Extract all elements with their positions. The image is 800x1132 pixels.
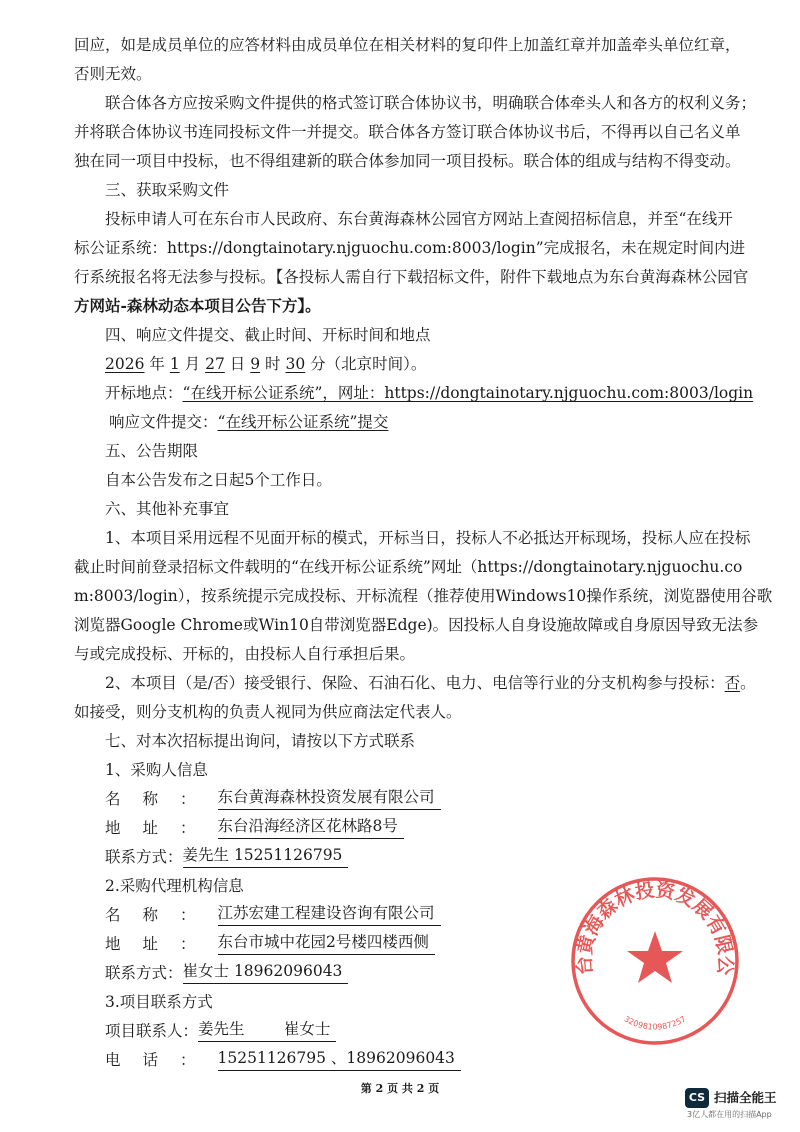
watermark-name: 扫描全能王	[714, 1090, 777, 1105]
purchaser-contact-row	[105, 846, 348, 868]
subheading: 1、采购人信息	[105, 761, 208, 779]
deadline-year: 2026	[105, 355, 145, 373]
project-contact-person: 姜先生 崔女士	[198, 1020, 336, 1042]
field-label: 地址：	[105, 819, 218, 837]
watermark-tagline: 3亿人都在用的扫描App	[687, 1110, 772, 1119]
seal-stamp	[565, 871, 745, 1051]
text-line: 如接受，则分支机构的负责人视同为供应商法定代表人。	[74, 703, 462, 721]
text-line: 行系统报名将无法参与投标。【各投标人需自行下载招标文件，附件下载地点为东台黄海森林公园官	[74, 268, 749, 286]
field-label: 联系方式：	[105, 848, 183, 866]
text: 2、本项目（是/否）接受银行、保险、石油石化、电力、电信等行业的分支机构参与投标：	[105, 674, 725, 692]
open-location-value: “在线开标公证系统”，网址：https://dongtainotary.njguochu.com:8003/login	[182, 384, 754, 402]
text-line: 截止时间前登录招标文件载明的“在线开标公证系统”网址（https://dongtainotary.njguochu.co	[74, 558, 743, 576]
deadline-line	[105, 353, 426, 375]
section-heading: 四、响应文件提交、截止时间、开标时间和地点	[105, 326, 431, 344]
page-number: 第 2 页 共 2 页	[360, 1082, 440, 1095]
text-line: 与或完成投标、开标的，由投标人自行承担后果。	[74, 645, 416, 663]
text-line: m:8003/login），按系统提示完成投标、开标流程（推荐使用Windows10操作系统，浏览器使用谷歌	[74, 587, 773, 605]
label: 分（北京时间）。	[310, 355, 427, 373]
submit-value: “在线开标公证系统”提交	[217, 413, 389, 431]
field-label: 名称：	[105, 790, 218, 808]
agency-address: 东台市城中花园2号楼四楼西侧	[218, 933, 435, 955]
project-contact-row	[105, 1020, 336, 1042]
deadline-month: 1	[169, 355, 180, 373]
label: 年	[149, 355, 165, 373]
text-line	[105, 672, 756, 694]
field-label: 地址：	[105, 935, 218, 953]
purchaser-contact: 姜先生 15251126795	[183, 846, 349, 868]
section-heading: 六、其他补充事宜	[105, 500, 230, 518]
subheading: 2.采购代理机构信息	[105, 877, 244, 895]
svg-text:3209810987257	[623, 1014, 688, 1031]
field-label: 名称：	[105, 906, 218, 924]
submit-label: 响应文件提交：	[109, 413, 218, 431]
field-label: 联系方式：	[105, 964, 183, 982]
seal-text: 台黄海森林投资发展有限公	[573, 879, 737, 976]
text-line: 标公证系统：https://dongtainotary.njguochu.com:8003/login”完成报名，未在规定时间内进	[74, 239, 746, 257]
seal-svg	[565, 871, 745, 1051]
seal-star-icon	[627, 931, 683, 983]
text-line: 回应，如是成员单位的应答材料由成员单位在相关材料的复印件上加盖红章并加盖牵头单位红章，	[74, 36, 741, 54]
agency-contact: 崔女士 18962096043	[183, 962, 349, 984]
field-label: 项目联系人：	[105, 1022, 199, 1040]
field-label: 电话：	[105, 1051, 218, 1069]
text-line: 联合体各方应按采购文件提供的格式签订联合体协议书，明确联合体牵头人和各方的权利义务；	[105, 94, 757, 112]
section-heading: 七、对本次招标提出询问，请按以下方式联系	[105, 732, 416, 750]
label: 月	[184, 355, 201, 373]
project-phone: 15251126795 、18962096043	[218, 1049, 461, 1071]
agency-contact-row	[105, 962, 348, 984]
label: 日	[229, 355, 246, 373]
text-line: 浏览器Google Chrome或Win10自带浏览器Edge)。因投标人自身设施故障或自身原因导致无法参	[74, 616, 759, 634]
agency-name: 江苏宏建工程建设咨询有限公司	[218, 904, 441, 926]
subheading: 3.项目联系方式	[105, 993, 213, 1011]
open-location-line	[105, 382, 753, 404]
scanner-watermark	[672, 1083, 792, 1123]
submit-line	[109, 411, 388, 433]
label: 时	[265, 355, 281, 373]
purchaser-name: 东台黄海森林投资发展有限公司	[218, 788, 441, 810]
text-line: 1、本项目采用远程不见面开标的模式，开标当日，投标人不必抵达开标现场，投标人应在投标	[105, 529, 751, 547]
purchaser-name-row	[105, 788, 441, 810]
text-line: 并将联合体协议书连同投标文件一并提交。联合体各方签订联合体协议书后，不得再以自己名义单	[74, 123, 741, 141]
purchaser-address-row	[105, 817, 404, 839]
project-phone-row	[105, 1049, 461, 1071]
deadline-hour: 9	[250, 355, 261, 373]
text-line: 投标申请人可在东台市人民政府、东台黄海森林公园官方网站上查阅招标信息，并至“在线开	[105, 210, 733, 228]
text-line: 独在同一项目中投标，也不得组建新的联合体参加同一项目投标。联合体的组成与结构不得变动。	[74, 152, 741, 170]
section-heading: 三、获取采购文件	[105, 181, 230, 199]
open-location-label: 开标地点：	[105, 384, 183, 402]
text-line: 否则无效。	[74, 65, 152, 83]
agency-address-row	[105, 933, 435, 955]
camscanner-logo-icon: CS	[685, 1088, 709, 1108]
text: 。	[740, 674, 756, 692]
purchaser-address: 东台沿海经济区花林路8号	[218, 817, 404, 839]
deadline-minute: 30	[285, 355, 306, 373]
text-line: 自本公告发布之日起5个工作日。	[105, 471, 332, 489]
section-heading: 五、公告期限	[105, 442, 199, 460]
agency-name-row	[105, 904, 441, 926]
text-line: 方网站-森林动态本项目公告下方】。	[74, 296, 321, 315]
seal-number: 3209810987257	[622, 1014, 688, 1032]
deadline-day: 27	[205, 355, 225, 373]
branch-answer: 否	[724, 674, 741, 692]
